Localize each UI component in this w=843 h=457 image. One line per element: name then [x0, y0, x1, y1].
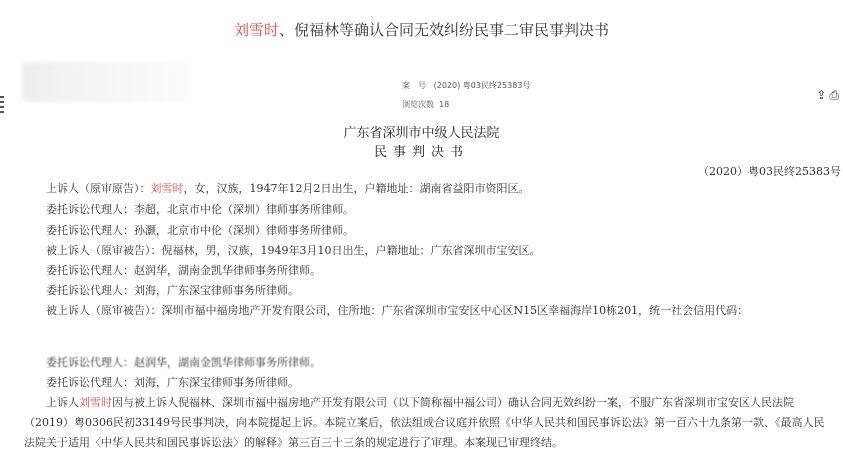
view-count-label: 浏览次数 [402, 100, 434, 109]
case-number-label: 案 号 [402, 81, 426, 90]
blurred-logo [22, 62, 190, 102]
party-name-highlight: 刘雪时 [79, 396, 112, 409]
document-title [0, 19, 843, 40]
party-name-highlight: 刘雪时 [150, 182, 184, 195]
judgment-type: 民事判决书 [373, 145, 469, 160]
document-number: （2020）粤03民终25383号 [698, 165, 841, 178]
document-toolbar [813, 88, 839, 103]
party-line: 委托诉讼代理人：刘海，广东深宝律师事务所律师。 [46, 376, 299, 389]
party-line: 被上诉人（原审被告）：倪福林，男，汉族，1949年3月10日出生，户籍地址：广东省深圳市宝安区。 [46, 244, 541, 257]
case-summary-line: （2019）粤0306民初33149号民事判决，向本院提起上诉。本院立案后，依法组成合议庭并依照《中华人民共和国民事诉讼法》第一百六十九条第一款、《最高人民 [24, 416, 825, 429]
party-line: 委托诉讼代理人：孙灏，北京市中伦（深圳）律师事务所律师。 [46, 224, 354, 237]
print-icon[interactable]: ⎙ [829, 88, 839, 102]
line-text: ，女，汉族，1947年12月2日出生，户籍地址：湖南省益阳市资阳区。 [183, 182, 530, 195]
line-text: 上诉人 [46, 396, 79, 409]
court-name: 广东省深圳市中级人民法院 [343, 126, 500, 141]
party-line: 被上诉人（原审被告）：深圳市福中福房地产开发有限公司，住所地：广东省深圳市宝安区中心区N15区幸福海岸10栋201，统一社会信用代码： [46, 304, 749, 317]
title-rest: 、倪福林等确认合同无效纠纷民事二审民事判决书 [279, 21, 610, 39]
case-number-value: (2020) 粤03民终25383号 [433, 81, 531, 90]
party-line: 委托诉讼代理人：李超，北京市中伦（深圳）律师事务所律师。 [46, 203, 354, 216]
party-line: 委托诉讼代理人：赵润华，湖南金凯华律师事务所律师。 [46, 356, 321, 369]
party-line [46, 180, 530, 196]
view-count-row [402, 99, 449, 110]
party-line: 委托诉讼代理人：刘海，广东深宝律师事务所律师。 [46, 284, 299, 297]
case-summary-line [46, 394, 794, 410]
line-text: 上诉人（原审原告）： [46, 182, 151, 195]
side-handle[interactable] [0, 96, 4, 114]
case-number-row [402, 80, 530, 91]
share-icon[interactable]: ⇪ [816, 88, 827, 102]
title-party-name: 刘雪时 [233, 21, 279, 39]
view-count-value: 18 [439, 100, 450, 109]
party-line: 委托诉讼代理人：赵润华，湖南金凯华律师事务所律师。 [46, 264, 321, 277]
line-text: 因与被上诉人倪福林、深圳市福中福房地产开发有限公司（以下简称福中福公司）确认合同无效纠纷一案，不服广东省深圳市宝安区人民法院 [112, 396, 794, 409]
case-summary-line: 法院关于适用〈中华人民共和国民事诉讼法〉的解释》第三百三十三条的规定进行了审理。本案现已审理终结。 [24, 436, 563, 449]
